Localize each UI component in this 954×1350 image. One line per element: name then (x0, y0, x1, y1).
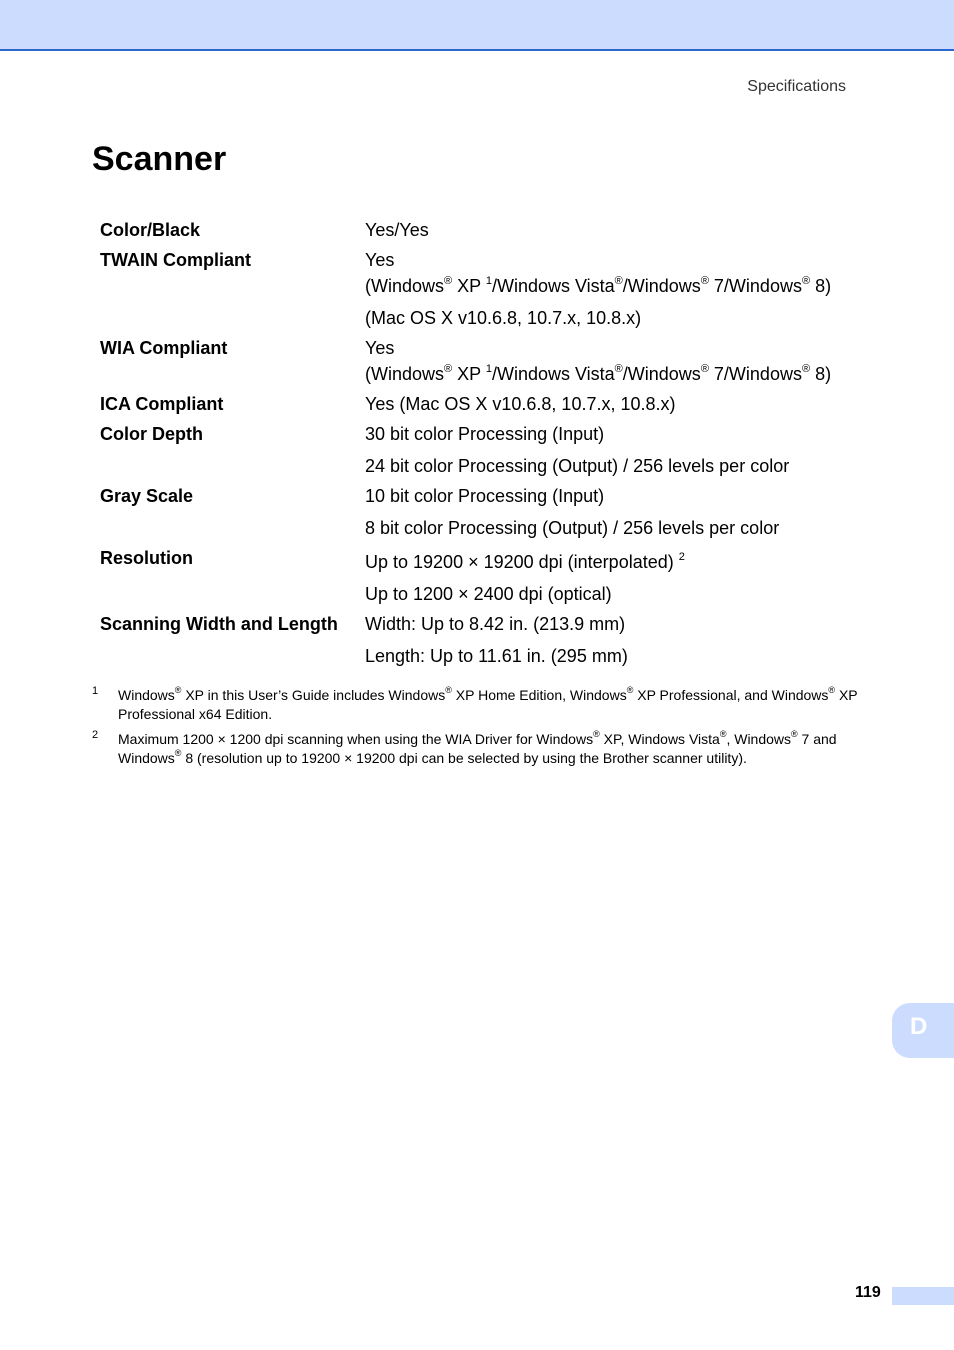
spec-label: WIA Compliant (100, 338, 228, 358)
spec-value (365, 218, 885, 242)
spec-label: Resolution (100, 548, 193, 568)
footnote-ref: 1 (485, 363, 492, 375)
spec-label: Gray Scale (100, 486, 194, 506)
spec-value (365, 248, 885, 330)
spec-value (365, 336, 885, 386)
spec-row-twain (96, 248, 885, 330)
spec-table (96, 218, 885, 668)
spec-value-line: Up to 19200 × 19200 dpi (interpolated) $^2$ (365, 551, 685, 572)
spec-value-line: 30 bit color Processing (Input) (365, 424, 605, 444)
footnote-number: 2 (92, 729, 99, 741)
spec-value-line: (Windows® XP $^1$/Windows Vista®/Windows® 7/Windows® 8) (365, 363, 832, 384)
footnote: 2 Maximum 1200 × 1200 dpi scanning when using the WIA Driver for Windows® XP, Windows Vista®, Windows® 7 and Windows® 8 (resolution up to 19200 × 19200 dpi can be selected by using the Brother scanner utility). (92, 730, 892, 768)
spec-value (365, 484, 885, 540)
running-head: Specifications (747, 78, 846, 95)
footnotes (92, 686, 892, 774)
spec-label: ICA Compliant (100, 394, 224, 414)
spec-value-line: Yes (365, 250, 395, 270)
footnote-ref: 2 (678, 551, 685, 563)
spec-value-line: Yes (Mac OS X v10.6.8, 10.7.x, 10.8.x) (365, 394, 676, 414)
spec-label: TWAIN Compliant (100, 250, 251, 270)
spec-value-line: Yes (365, 338, 395, 358)
spec-row-color-depth (96, 422, 885, 478)
page-number-bar (892, 1287, 954, 1305)
spec-value-line: 10 bit color Processing (Input) (365, 486, 605, 506)
spec-row-scanning-size (96, 612, 885, 668)
spec-value (365, 612, 885, 668)
footnote: 1 Windows® XP in this User’s Guide includes Windows® XP Home Edition, Windows® XP Professional, and Windows® XP Professional x64 Edition. (92, 686, 892, 724)
page-title: Scanner (92, 140, 227, 178)
spec-label: Color/Black (100, 220, 201, 240)
spec-value-line: Length: Up to 11.61 in. (295 mm) (365, 646, 628, 666)
spec-row-gray-scale (96, 484, 885, 540)
header-band (0, 0, 954, 51)
spec-value-line: 24 bit color Processing (Output) / 256 levels per color (365, 456, 790, 476)
chapter-tab-letter: D (910, 1013, 928, 1040)
chapter-tab (892, 1003, 954, 1058)
spec-row-wia (96, 336, 885, 386)
spec-value-line: Up to 1200 × 2400 dpi (optical) (365, 584, 612, 604)
spec-row-ica (96, 392, 885, 416)
spec-value-line: (Windows® XP $^1$/Windows Vista®/Windows® 7/Windows® 8) (365, 275, 832, 296)
spec-value-line: (Mac OS X v10.6.8, 10.7.x, 10.8.x) (365, 308, 642, 328)
spec-value (365, 422, 885, 478)
spec-row-resolution (96, 546, 885, 606)
spec-value-line: 8 bit color Processing (Output) / 256 levels per color (365, 518, 780, 538)
spec-value-line: Width: Up to 8.42 in. (213.9 mm) (365, 614, 626, 634)
spec-label: Color Depth (100, 424, 203, 444)
footnote-number: 1 (92, 685, 99, 697)
footnote-ref: 1 (485, 275, 492, 287)
spec-row-color-black (96, 218, 885, 242)
spec-label: Scanning Width and Length (100, 614, 338, 634)
spec-value (365, 546, 885, 606)
spec-value (365, 392, 885, 416)
spec-value-line: Yes/Yes (365, 220, 429, 240)
page-number: 119 (855, 1284, 881, 1301)
